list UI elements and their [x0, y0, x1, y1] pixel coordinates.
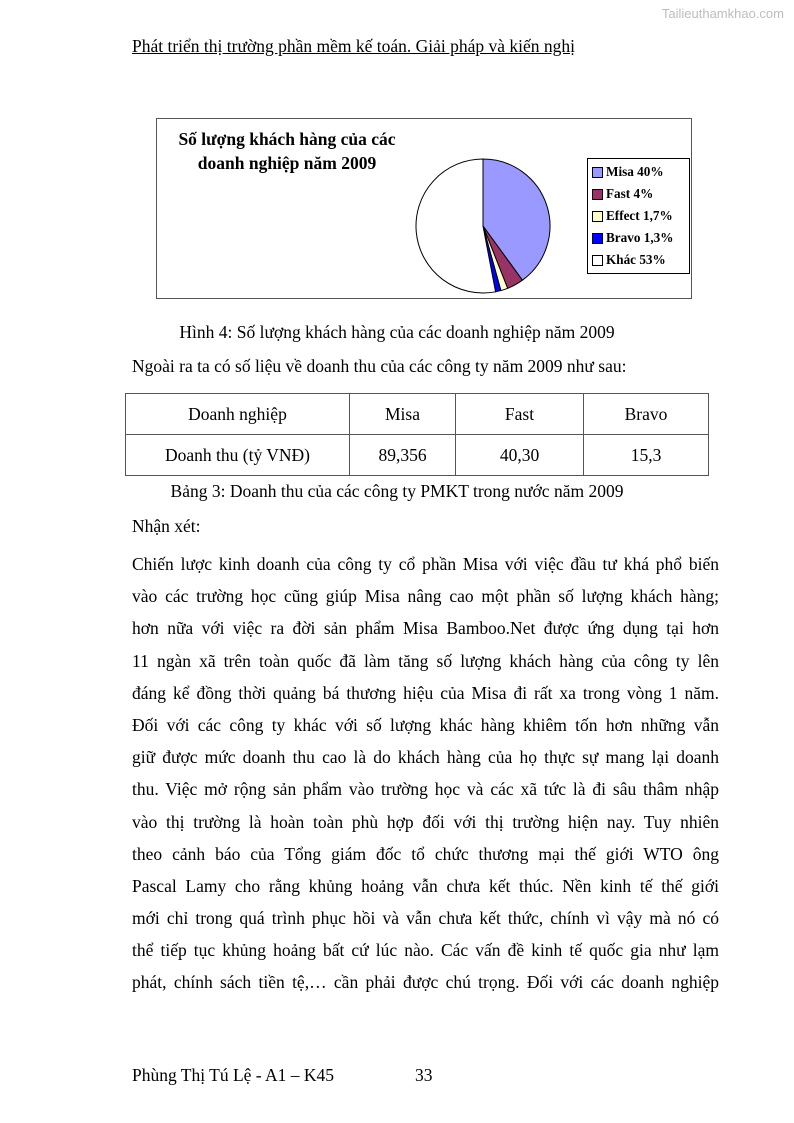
legend-swatch: [592, 211, 603, 222]
pie-chart: [413, 155, 553, 297]
body-line: hơn nữa với việc ra đời sản phẩm Misa Bamboo.Net được ứng dụng tại hơn: [132, 618, 719, 639]
legend-item-effect: [592, 205, 689, 227]
table-header-cell: Misa: [350, 394, 456, 435]
body-line: thể tiếp tục khủng hoảng bất cứ lúc nào. Các vấn đề kinh tế quốc gia như lạm: [132, 940, 719, 961]
pie-chart-frame: [156, 118, 692, 299]
figure-caption: Hình 4: Số lượng khách hàng của các doanh nghiệp năm 2009: [179, 322, 615, 342]
legend-label: Fast 4%: [606, 186, 654, 201]
table-row: [126, 435, 709, 476]
page-header: Phát triển thị trường phần mềm kế toán. Giải pháp và kiến nghị: [132, 36, 576, 56]
body-line: Đối với các công ty khác với số lượng khác hàng khiêm tốn hơn những vẫn: [132, 714, 719, 735]
legend-label: Effect 1,7%: [606, 208, 673, 223]
body-line: 11 ngàn xã trên toàn quốc đã làm tăng số lượng khách hàng của công ty lên: [132, 650, 719, 671]
legend-label: Bravo 1,3%: [606, 230, 674, 245]
body-line: Chiến lược kinh doanh của công ty cổ phần Misa với việc đầu tư khá phổ biến: [132, 554, 719, 574]
legend-label: Khác 53%: [606, 252, 666, 267]
legend-label: Misa 40%: [606, 164, 664, 179]
table-cell: 89,356: [350, 435, 456, 476]
body-line: Pascal Lamy cho rằng khủng hoảng vẫn chưa kết thúc. Nền kinh tế thế giới: [132, 875, 719, 896]
table-cell: 40,30: [456, 435, 584, 476]
legend-swatch: [592, 233, 603, 244]
body-line: phát, chính sách tiền tệ,… cần phải được chú trọng. Đối với các doanh nghiệp: [132, 972, 719, 993]
table-cell: 15,3: [584, 435, 709, 476]
body-line: theo cảnh báo của Tổng giám đốc tổ chức thương mại thế giới WTO ông: [132, 843, 719, 864]
table-caption: Bảng 3: Doanh thu của các công ty PMKT trong nước năm 2009: [170, 481, 624, 501]
body-line: vào thị trường là hoàn toàn phù hợp đối với thị trường hiện nay. Tuy nhiên: [132, 811, 719, 832]
legend-item-khac: [592, 249, 689, 271]
body-line: đáng kể đồng thời quảng bá thương hiệu của Misa đi rất xa trong vòng 1 năm.: [132, 682, 719, 703]
table-header-cell: Fast: [456, 394, 584, 435]
revenue-table: [125, 393, 709, 476]
chart-title: [167, 127, 407, 175]
body-line: vào các trường học cũng giúp Misa nâng cao một phần số lượng khách hàng;: [132, 586, 719, 607]
table-header-cell: Doanh nghiệp: [126, 394, 350, 435]
legend-swatch: [592, 255, 603, 266]
body-line: thu. Việc mở rộng sản phẩm vào trường học và các xã tức là đi sâu thâm nhập: [132, 779, 719, 800]
table-header-cell: Bravo: [584, 394, 709, 435]
footer-author: Phùng Thị Tú Lệ - A1 – K45: [132, 1065, 335, 1085]
chart-legend: [587, 158, 690, 274]
legend-swatch: [592, 189, 603, 200]
legend-item-bravo: [592, 227, 689, 249]
chart-title-line-2: doanh nghiệp năm 2009: [197, 153, 377, 173]
legend-item-misa: [592, 161, 689, 183]
table-cell: Doanh thu (tỷ VNĐ): [126, 435, 350, 476]
legend-item-fast: [592, 183, 689, 205]
intro-line: Ngoài ra ta có số liệu về doanh thu của các công ty năm 2009 như sau:: [132, 356, 627, 376]
watermark: Tailieuthamkhao.com: [661, 6, 784, 21]
table-header-row: [126, 394, 709, 435]
body-line: giữ được mức doanh thu cao là do khách hàng của họ thực sự mang lại doanh: [132, 747, 719, 768]
chart-title-line-1: Số lượng khách hàng của các: [178, 129, 396, 149]
page-number: 33: [415, 1065, 433, 1085]
remark-label: Nhận xét:: [132, 516, 201, 536]
body-line: mới chỉ trong quá trình phục hồi và vẫn chưa kết thức, chính vì vậy mà nó có: [132, 908, 719, 929]
legend-swatch: [592, 167, 603, 178]
body-paragraph: [132, 548, 719, 999]
